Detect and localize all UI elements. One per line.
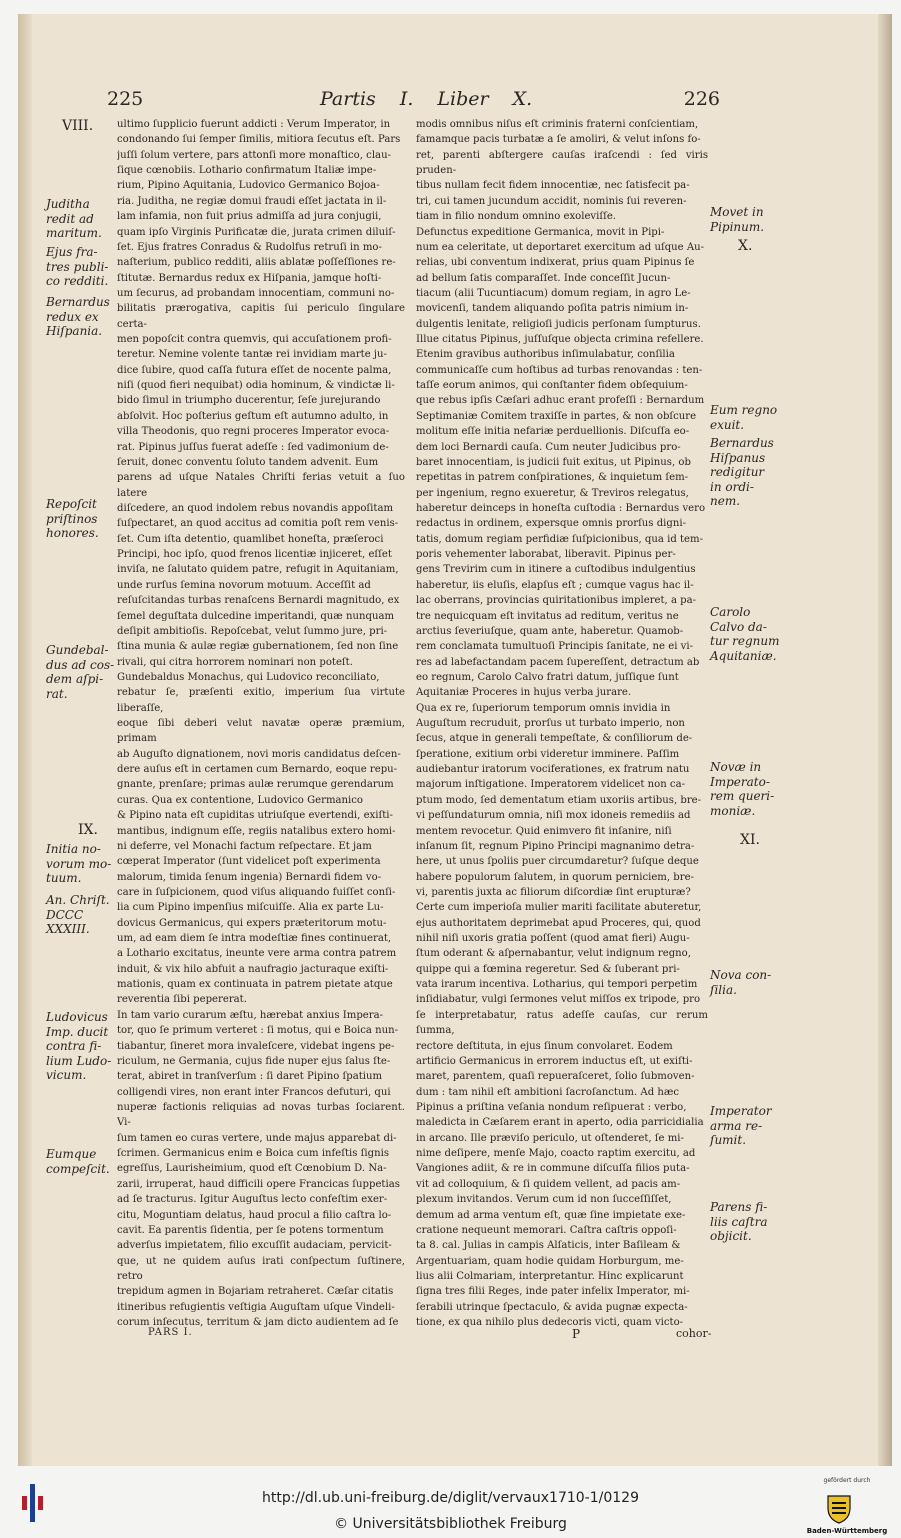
page-gutter [18,14,32,1466]
margin-note-bernardus-hispanus: Bernardus Hiſpanus redigitur in ordi- nem. [710,436,774,508]
margin-note-nova-consilia: Nova con- ſilia. [710,968,772,997]
margin-note-imperator-arma: Imperator arma re- ſumit. [710,1104,772,1147]
catchword: cohor- [676,1327,712,1340]
margin-note-juditha: Juditha redit ad maritum. [46,197,102,240]
page-fore-edge [878,14,892,1466]
funder-name: Baden-Württemberg [806,1527,888,1535]
signature-letter: P [572,1327,582,1341]
book-number-viii: VIII. [62,118,94,134]
text-column-left: ultimo ſupplicio fuerunt addicti : Verum Imperator, in condonando ſui ſemper ſimilis, mitiora ſecutus eſt. Pars juſſi ſolum vertere, pars attonſi more monaſtico, clau- ſique cœnobiis. Lothario confirmatum Italiæ impe- rium, Pipino Aquitania, Ludovico Germanico Bojoa- ria. Juditha, ne regiæ domui fraudi eſſet jactata in il- lam infamia, non fuit prius admiſſa ad jura conjugii, quam ipſo Virginis Purificatæ die, jurata crimen diluiſ- ſet. Ejus fratres Conradus & Rudolfus retruſi in mo- naſterium, publico redditi, aliis ablatæ poſſeſſiones re- ſtitutæ. Bernardus redux ex Hiſpania, jamque hoſti- um ſecurus, ad probandam innocentiam, communi no- bilitatis prærogativa, capitis ſui periculo ſingulare certa- men popoſcit contra quemvis, qui accuſationem profi- teretur. Nemine volente tantæ rei invidiam marte ju- dice ſubire, quod caſſa futura eſſet de nocente palma, niſi (quod fieri nequibat) odia hominum, & vindictæ li- bido ſimul in triumpho ducerentur, ſeſe jurejurando abſolvit. Hoc poſterius geſtum eſt autumno adulto, in villa Theodonis, quo regni proceres Imperator evoca- rat. Pipinus juſſus fuerat adeſſe : ſed vadimonium de- ſeruit, donec conventu ſoluto tandem advenit. Eum parens ad uſque Natales Chriſti ferias vetuit a ſuo latere diſcedere, an quod indolem rebus novandis appoſitam ſuſpectaret, an quod accitus ad comitia poſt rem venis- ſet. Cum iſta detentio, quamlibet honeſta, præſeroci Principi, hoc ipſo, quod frenos licentiæ injiceret, eſſet inviſa, ne ſalutato quidem patre, refugit in Aquitaniam, unde rurſus ſemina novorum motuum. Acceſſit ad reſuſcitandas turbas renaſcens Bernardi magnitudo, ex ſemel deguſtata dulcedine imperitandi, quæ nunquam deſipit ambitioſis. Repoſcebat, velut ſummo jure, pri- ſtina munia & aulæ regiæ gubernationem, ſed non ſine rivali, qui citra horrorem nominari non poteſt. Gundebaldus Monachus, qui Ludovico reconciliato, rebatur ſe, præſenti exitio, imperium ſua virtute liberaſſe, eoque ſibi deberi velut navatæ operæ præmium, primam ab Auguſto dignationem, novi moris candidatus deſcen- dere auſus eſt in certamen cum Bernardo, eoque repu- gnante, prenſare; primas aulæ rerumque gerendarum curas. Qua ex contentione, Ludovico Germanico & Pipino nata eſt cupiditas utriuſque evertendi, exiſti- mantibus, indignum eſſe, regiis natalibus extero homi- ni deferre, vel Monachi factum reſpectare. Et jam cœperat Imperator (ſunt videlicet poſt experimenta malorum, timida ſenum ingenia) Bernardi fidem vo- care in ſuſpicionem, quod viſus aliquando fuiſſet conſi- lia cum Pipino impenſius miſcuiſſe. Alia ex parte Lu- dovicus Germanicus, qui expers præteritorum motu- um, ad eam diem ſe intra modeſtiæ fines continuerat, a Lothario excitatus, ineunte vere arma contra patrem induit, & vix hilo abfuit a naufragio jacturaque exiſti- mationis, quam ex continuata in patrem pietate atque reverentia ſibi pepererat. In tam vario curarum æſtu, hærebat anxius Impera- tor, quo ſe primum verteret : ſi motus, qui e Boica nun- tiabantur, ſineret mora invaleſcere, videbat ingens pe- riculum, ne Germania, cujus fide nuper ejus ſalus ſte- terat, abiret in tranſverſum : ſi daret Pipino ſpatium colligendi vires, non erant inter Francos defuturi, qui nuperæ factionis reliquias ad novas turbas ſociarent. Vi- ſum tamen eo curas vertere, unde majus apparebat di- ſcrimen. Germanicus enim e Boica cum infeſtis ſignis egreſſus, Laurisheimium, quod eſt Cœnobium D. Na- zarii, irruperat, haud difficili opere Francicas ſuppetias ad ſe tracturus. Igitur Auguſtus lecto confeſtim exer- citu, Moguntiam delatus, haud procul a filio caſtra lo- cavit. Ea parentis ſidentia, per ſe potens tormentum adverſus impietatem, filio excuſſit audaciam, pervicit- que, ut ne quidem auſus irati conſpectum ſuſtinere, retro trepidum agmen in Bojariam retraheret. Cæſar citatis itineribus refugientis veſtigia Auguſtam uſque Vindeli- corum inſecutus, territum & jam dicto audientem ad ſe [117,119,405,1327]
coat-of-arms-icon [826,1494,852,1524]
book-number-x: X. [738,238,753,254]
margin-note-ejus-fratres: Ejus fra- tres publi- co redditi. [46,245,109,288]
margin-note-carolo-calvo: Carolo Calvo da- tur regnum Aquitaniæ. [710,605,780,663]
book-number-xi: XI. [740,832,760,848]
right-margin-strip [892,0,901,1538]
margin-note-parens-filiis: Parens fi- liis caſtra objicit. [710,1200,768,1243]
margin-note-eum-regno: Eum regno exuit. [710,403,778,432]
funding-label: gefördert durch [823,1477,871,1484]
signature-mark: PARS I. [148,1327,193,1338]
copyright-notice: © Universitätsbibliothek Freiburg [334,1516,567,1532]
page-number-left: 225 [107,88,144,110]
margin-note-eumque: Eumque compeſcit. [46,1147,110,1176]
margin-note-bernardus-redux: Bernardus redux ex Hiſpania. [46,295,110,338]
margin-note-ludovicus: Ludovicus Imp. ducit contra fi- lium Ludo- vicum. [46,1010,112,1082]
margin-note-novae-querimoniae: Novæ in Imperato- rem queri- moniæ. [710,760,775,818]
text-column-right: modis omnibus niſus eſt criminis fraterni conſcientiam, famamque pacis turbatæ a ſe amoliri, & velut inſons fo- ret, parenti abſtergere cauſas iraſcendi : ſed viris pruden- tibus nullam fecit fidem innocentiæ, nec ſatisfecit pa- tri, cui tamen jucundum accidit, nominis ſui reveren- tiam in filio nondum omnino exoleviſſe. Defunctus expeditione Germanica, movit in Pipi- num ea celeritate, ut deportaret exercitum ad uſque Au- relias, ubi conventum indixerat, prius quam Pipinus ſe ad bellum ſatis comparaſſet. Inde conceſſit Jucun- tiacum (alii Tucuntiacum) domum regiam, in agro Le- movicenſi, tandem aliquando poſita patris nimium in- dulgentis lenitate, religioſi judicis perſonam ſumpturus. Illue citatus Pipinus, juſſuſque objecta crimina refellere. Etenim gravibus authoribus inſimulabatur, conſilia communicaſſe cum hoſtibus ad turbas renovandas : ten- taſſe eorum animos, qui conſtanter fidem obſequium- que rebus ipſis Cæſari adhuc erant profeſſi : Bernardum Septimaniæ Comitem traxiſſe in partes, & non obſcure molitum eſſe initia nefariæ perduellionis. Diſcuſſa eo- dem loci Bernardi cauſa. Cum neuter Judicibus pro- baret innocentiam, is judicii fuit exitus, ut Pipinus, ob repetitas in patrem conſpirationes, & inquietum ſem- per ingenium, regno exueretur, & Treviros relegatus, haberetur deinceps in honeſta cuſtodia : Bernardus vero redactus in ordinem, expersque omnis prorſus digni- tatis, domum regiam perfidiæ ſuſpicionibus, qua id tem- poris vehementer laborabat, liberavit. Pipinus per- gens Trevirim cum in itinere a cuſtodibus indulgentius haberetur, iis eluſis, elapſus eſt ; cumque vagus hac il- lac oberrans, provincias quiritationibus impleret, a pa- tre nequicquam eſt invitatus ad reditum, veritus ne arctius ſeveriuſque, quam ante, haberetur. Quamob- rem conclamata tumultuoſi Principis ſanitate, ne ei vi- res ad labefactandam pacem ſupereſſent, detractum ab eo regnum, Carolo Calvo fratri datum, juſſique ſunt Aquitaniæ Proceres in hujus verba jurare. Qua ex re, ſuperiorum temporum omnis invidia in Auguſtum recruduit, prorſus ut turbato imperio, non ſecus, atque in generali tempeſtate, & conſiliorum de- ſperatione, exitium orbi videretur imminere. Paſſim audiebantur iratorum vociferationes, ex fratrum natu majorum inſtigatione. Imperatorem videlicet non ca- ptum modo, ſed dementatum etiam uxoriis artibus, bre- vi peſſundaturum omnia, niſi mox idoneis remediis ad mentem revocetur. Quid enimvero fit inſanire, niſi inſanum ſit, regnum Pipino Principi magnanimo detra- here, ut unus ſpoliis puer circumdaretur? ſuſque deque habere populorum ſalutem, in quorum perniciem, bre- vi, parentis juxta ac filiorum diſcordiæ ſint erupturæ? Certe cum imperioſa mulier mariti facilitate abuteretur, ejus authoritatem deprimebat apud Proceres, qui, quod nihil niſi uxoris gratia poſſent (quod amat fieri) Augu- ſtum oderant & aſpernabantur, velut indignum regno, quippe qui a fœmina regeretur. Sed & ſuberant pri- vata irarum incentiva. Lotharius, qui tempori perpetim inſidiabatur, vulgi ſermones velut miſſos ex tripode, pro ſe interpretabatur, ratus adeſſe cauſas, cur rerum ſumma, rectore deſtituta, in ejus ſinum convolaret. Eodem artificio Germanicus in errorem inductus eſt, ut exiſti- maret, parentem, quaſi repueraſceret, ſolio ſubmoven- dum : tam nihil eſt ambitioni ſacroſanctum. Ad hæc Pipinus a priſtina veſania nondum reſipuerat : verbo, maledicta in Cæſarem erant in aperto, odia parricidialia in arcano. Ille præviſo periculo, ut oſtenderet, ſe mi- nime deſipere, menſe Majo, coacto raptim exercitu, ad Vangiones adiit, & re in commune diſcuſſa filios puta- vit ad colloquium, & ſi quidem vellent, ad pacis am- plexum invitandos. Verum cum id non ſucceſſiſſet, demum ad arma ventum eſt, quæ ſine impietate exe- cratione nequeunt memorari. Caſtra caſtris oppoſi- ta 8. cal. Julias in campis Alſaticis, inter Baſileam & Argentuariam, quam hodie quidam Horburgum, me- lius alii Colmariam, interpretantur. Hinc explicarunt ſigna tres filii Reges, inde pater infelix Imperator, mi- ſerabili utrinque ſpectaculo, & avida pugnæ expecta- tione, ex qua nihilo plus dedecoris victi, quam victo- [416,119,708,1327]
margin-note-initia: Initia no- vorum mo- tuum. [46,842,112,885]
book-number-ix: IX. [78,822,98,838]
page-url-link[interactable]: http://dl.ub.uni-freiburg.de/diglit/vervaux1710-1/0129 [262,1490,639,1506]
margin-note-reposcit: Repoſcit priſtinos honores. [46,497,99,540]
margin-note-movet: Movet in Pipinum. [710,205,765,234]
page-number-right: 226 [683,88,720,110]
margin-note-anno-christi: An. Chriſt. DCCC XXXIII. [46,893,110,936]
margin-note-gundebaldus: Gundebal- dus ad cos- dem aſpi- rat. [46,643,115,701]
running-title: Partis I. Liber X. [320,88,533,110]
